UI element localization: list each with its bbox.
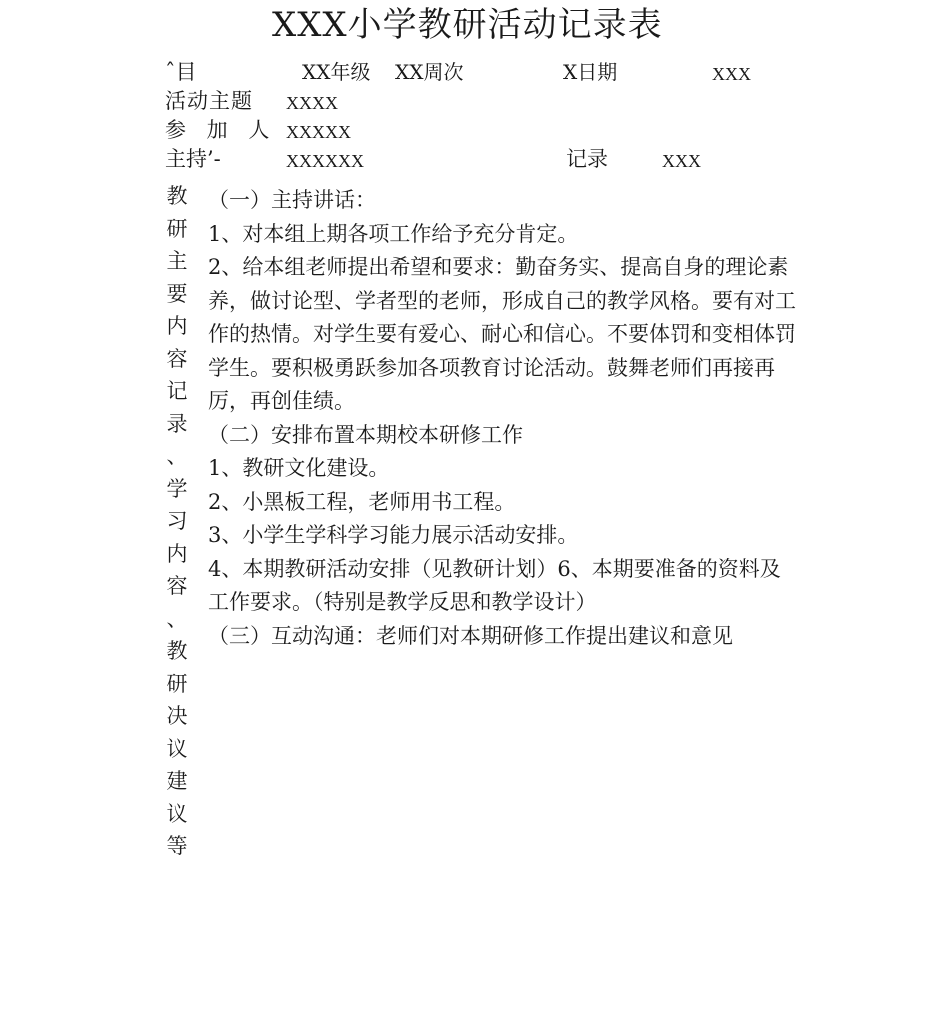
recorder-value: XXX xyxy=(662,151,701,171)
content-line: （二）安排布置本期校本研修工作 xyxy=(208,422,523,447)
side-label-char: 内 xyxy=(166,541,188,566)
side-label-char: 主 xyxy=(166,249,188,273)
content-line: （三）互动沟通：老师们对本期研修工作提出建议和意见 xyxy=(208,623,733,648)
content-line: 2、小黑板工程，老师用书工程。 xyxy=(208,489,516,514)
content-line: （一）主持讲话： xyxy=(208,188,376,212)
side-label-char: 决 xyxy=(166,704,188,728)
side-label-char: 录 xyxy=(166,411,188,436)
recorder-label: 记录 xyxy=(566,147,608,171)
participants-value: XXXXX xyxy=(286,122,351,142)
content-line: 2、给本组老师提出希望和要求：勤奋务实、提高自身的理论素养，做讨论型、学者型的老师，形成自己的教学风格。要有对工作的热情。对学生要有爱心、耐心和信心。不要体罚和变相体罚学生。要积极勇跃参加各项教育讨论活动。鼓舞老师们再接再厉，再创佳绩。 xyxy=(208,255,796,413)
side-label-char: 建 xyxy=(166,769,188,793)
side-label-char: 、 xyxy=(166,444,188,468)
content-line: 3、小学生学科学习能力展示活动安排。 xyxy=(208,523,579,547)
grade-value: XX年级 xyxy=(302,60,371,84)
side-label-char: 学 xyxy=(166,476,188,501)
side-label-char: 议 xyxy=(166,736,188,761)
side-label-char: 、 xyxy=(166,606,188,631)
content-line: 4、本期教研活动安排（见教研计划）6、本期要准备的资料及工作要求。（特别是教学反思和教学设计） xyxy=(208,556,781,614)
host-value: XXXXXX xyxy=(286,151,364,171)
side-label-char: 容 xyxy=(166,574,188,598)
side-label-char: 容 xyxy=(166,346,188,371)
side-label-char: 教 xyxy=(166,184,188,208)
side-label-char: 要 xyxy=(166,281,188,306)
date-value: XXX xyxy=(712,64,751,84)
side-label-char: 研 xyxy=(166,671,188,696)
content-line: 1、对本组上期各项工作给予充分肯定。 xyxy=(208,221,579,246)
side-label-char: 习 xyxy=(166,509,188,533)
participants-label: 参 加 人 xyxy=(165,118,277,142)
content-section-label xyxy=(163,180,191,863)
topic-label: 活动主题 xyxy=(165,89,253,113)
side-label-char: 议 xyxy=(166,801,188,826)
side-label-char: 记 xyxy=(166,379,188,403)
subject-label: ˆ目 xyxy=(165,60,197,84)
content-line: 1、教研文化建设。 xyxy=(208,456,390,480)
topic-value: XXXX xyxy=(286,93,338,113)
side-label-char: 内 xyxy=(166,314,188,338)
meeting-content xyxy=(208,184,800,653)
side-label-char: 研 xyxy=(166,216,188,241)
host-label: 主持’- xyxy=(165,147,221,171)
date-label: X日期 xyxy=(563,60,618,84)
side-label-char: 等 xyxy=(166,834,188,858)
document-title: XXX小学教研活动记录表 xyxy=(272,5,663,45)
week-value: XX周次 xyxy=(395,60,464,84)
side-label-char: 教 xyxy=(166,639,188,663)
